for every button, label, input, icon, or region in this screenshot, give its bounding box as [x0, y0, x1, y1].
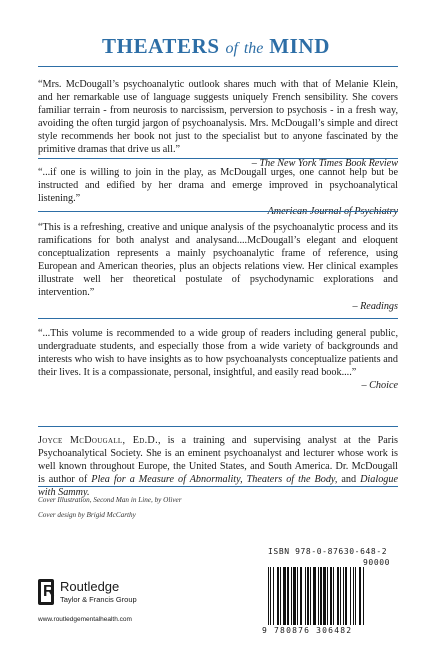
- routledge-r-icon: [38, 579, 54, 605]
- title-word-the: the: [243, 40, 264, 57]
- divider: [38, 158, 398, 159]
- quote-source: – Readings: [352, 300, 398, 312]
- barcode-bar: [320, 567, 322, 625]
- barcode-bar: [291, 567, 292, 625]
- quote-text: “Mrs. McDougall’s psychoanalytic outlook shares much with that of Melanie Klein, and her remarkable use of language suggests uniquely French sensibility. She covers familiar terrain - from neurosis to narcissism, perversion to psychosis - in a fresh way, avoiding the often turgid jargon of psychoanalysis. Mrs. McDougall’s simple and direct style recommends her book not just to the specialist but to anyone fascinated by the primitive dramas that drive us all.”: [38, 79, 398, 156]
- divider: [38, 426, 398, 427]
- barcode-bar: [333, 567, 334, 625]
- publisher-name: Routledge: [60, 579, 120, 594]
- author-book-2: Dialogue with Sammy.: [38, 474, 398, 499]
- barcode-bar: [337, 567, 339, 625]
- barcode-bar: [283, 567, 286, 625]
- quote-source: – The New York Times Book Review: [251, 157, 398, 169]
- review-quote-4: [38, 327, 398, 392]
- author-book-1: Plea for a Measure of Abnormality, Theaters of the Body,: [91, 474, 338, 486]
- quote-source: – Choice: [361, 380, 398, 392]
- barcode-bar: [313, 567, 316, 625]
- barcode-bar: [307, 567, 309, 625]
- review-quote-3: [38, 221, 398, 313]
- quote-text: “...This volume is recommended to a wide group of readers including general public, undergraduate students, and especially those from a wide variety of backgrounds and interests who wish to have insights as to how psychoanalysts conceptualize patients and their lives. It is a compassionate, personal, insightful, and easily read book....”: [38, 328, 398, 379]
- barcode-bar: [310, 567, 311, 625]
- cover-illustration-credit: Cover Illustration, Second Man in Line, by Oliver: [38, 496, 182, 504]
- barcode-bar: [327, 567, 328, 625]
- title-word-mind: MIND: [269, 34, 330, 58]
- barcode-bar: [268, 567, 269, 625]
- title-word-of: of: [225, 40, 238, 57]
- author-bio: [38, 434, 398, 499]
- barcode-bar: [300, 567, 302, 625]
- barcode-bar: [318, 567, 319, 625]
- publisher-website: www.routledgementalhealth.com: [38, 616, 132, 623]
- cover-design-credit: Cover design by Brigid McCarthy: [38, 511, 136, 519]
- barcode-bar: [297, 567, 298, 625]
- publisher-group: Taylor & Francis Group: [60, 595, 137, 604]
- barcode-bar: [305, 567, 306, 625]
- quote-text: “This is a refreshing, creative and unique analysis of the psychoanalytic process and its ramifications for both analyst and analysand....McDougall’s elegant and eloquent conceptualization represents a mainly psychoanalytic frame of reference, using European and American theories, plus an objects relations view. Her clinical examples illustrate well her theoretical postulate of psychodynamic explorations and intervention.”: [38, 222, 398, 299]
- barcode-bar: [287, 567, 289, 625]
- barcode-bar: [273, 567, 274, 625]
- ean-digits: 9 780876 306482: [262, 626, 353, 635]
- divider: [38, 211, 398, 212]
- barcode-bar: [280, 567, 281, 625]
- title-rule: [38, 66, 398, 67]
- barcode-bar: [323, 567, 326, 625]
- review-quote-1: [38, 78, 398, 170]
- barcode-bar: [277, 567, 279, 625]
- barcode-bar: [340, 567, 341, 625]
- isbn-text: ISBN 978-0-87630-648-2: [268, 547, 388, 556]
- barcode-bar: [350, 567, 351, 625]
- barcode-bar: [359, 567, 361, 625]
- barcode-bar: [345, 567, 347, 625]
- author-name: Joyce McDougall, Ed.D.: [38, 435, 158, 446]
- book-title: [0, 34, 432, 59]
- barcode-bar: [330, 567, 332, 625]
- divider: [38, 318, 398, 319]
- price-code: 90000: [363, 558, 391, 567]
- divider: [38, 486, 398, 487]
- quote-text: “...if one is willing to join in the play, as McDougall urges, one cannot help but be instructed and edified by her drama and emerge improved in psychoanalytical listening.”: [38, 167, 398, 205]
- quote-source: – American Journal of Psychiatry: [260, 206, 398, 218]
- barcode-bar: [293, 567, 296, 625]
- author-bio-text: , is a training and supervising analyst at the Paris Psychoanalytical Society. She is an eminent psychoanalyst and lecturer whose work is well known throughout Europe, the United States, and South America. Dr. McDougall is author of: [38, 435, 398, 486]
- title-word-theaters: THEATERS: [102, 34, 220, 58]
- barcode-bars: [266, 567, 396, 625]
- barcode-bar: [355, 567, 356, 625]
- barcode-bar: [343, 567, 344, 625]
- barcode-bar: [270, 567, 271, 625]
- barcode-bar: [353, 567, 354, 625]
- author-bio-and: and: [337, 474, 361, 486]
- logo-letter: R: [43, 583, 55, 600]
- barcode-bar: [363, 567, 364, 625]
- publisher-logo: [38, 577, 218, 617]
- barcode-block: [262, 547, 400, 637]
